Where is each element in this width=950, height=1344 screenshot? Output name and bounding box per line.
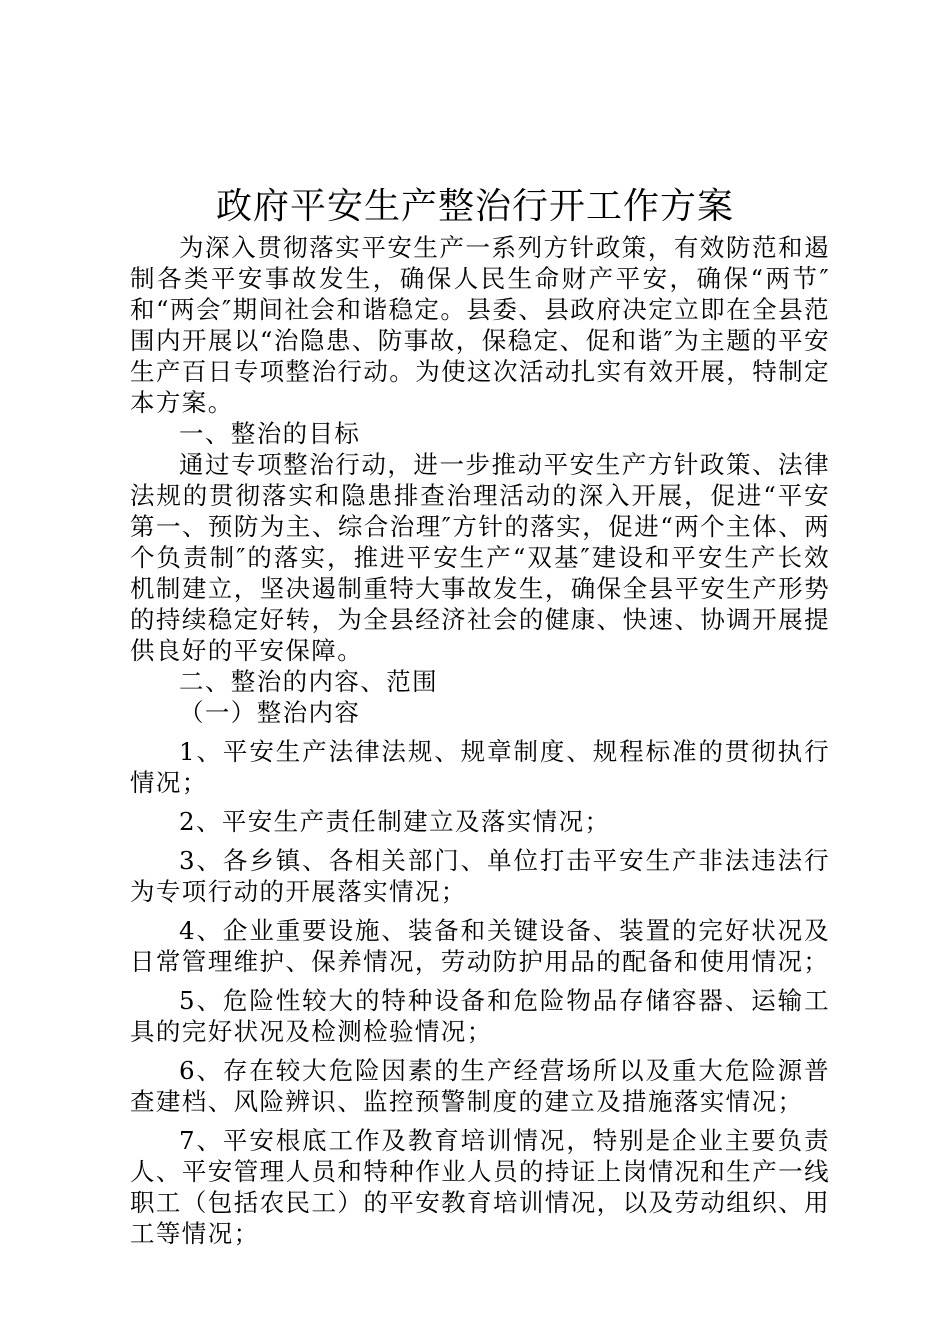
list-item: 2、平安生产责任制建立及落实情况； [179,807,611,836]
list-item: 1、平安生产法律法规、规章制度、规程标准的贯彻执行情况； [130,737,830,797]
subsection-heading-content: （一）整治内容 [179,698,361,727]
intro-paragraph: 为深入贯彻落实平安生产一系列方针政策，有效防范和遏制各类平安事故发生，确保人民生命财产平安，确保“两节″和“两会″期间社会和谐稳定。县委、县政府决定立即在全县范围内开展以“治隐患、防事故，保稳定、促和谐″为主题的平安生产百日专项整治行动。为使这次活动扎实有效开展，特制定本方案。 [130,233,830,417]
list-item: 6、存在较大危险因素的生产经营场所以及重大危险源普查建档、风险辨识、监控预警制度的建立及措施落实情况； [130,1056,830,1116]
list-item: 3、各乡镇、各相关部门、单位打击平安生产非法违法行为专项行动的开展落实情况； [130,846,830,906]
section-heading-content-scope: 二、整治的内容、范围 [179,667,438,696]
goals-paragraph: 通过专项整治行动，进一步推动平安生产方针政策、法律法规的贯彻落实和隐患排查治理活动的深入开展，促进“平安第一、预防为主、综合治理″方针的落实，促进“两个主体、两个负责制″的落实，推进平安生产“双基″建设和平安生产长效机制建立，坚决遏制重特大事故发生，确保全县平安生产形势的持续稳定好转，为全县经济社会的健康、快速、协调开展提供良好的平安保障。 [130,450,830,665]
document-title: 政府平安生产整治行开工作方案 [215,186,734,227]
list-item: 7、平安根底工作及教育培训情况，特别是企业主要负责人、平安管理人员和特种作业人员的持证上岗情况和生产一线职工（包括农民工）的平安教育培训情况，以及劳动组织、用工等情况； [130,1126,830,1248]
section-heading-goals: 一、整治的目标 [179,419,361,448]
document-body [130,232,830,1249]
list-item: 5、危险性较大的特种设备和危险物品存储容器、运输工具的完好状况及检测检验情况； [130,986,830,1046]
list-item: 4、企业重要设施、装备和关键设备、装置的完好状况及日常管理维护、保养情况，劳动防护用品的配备和使用情况； [130,916,830,976]
